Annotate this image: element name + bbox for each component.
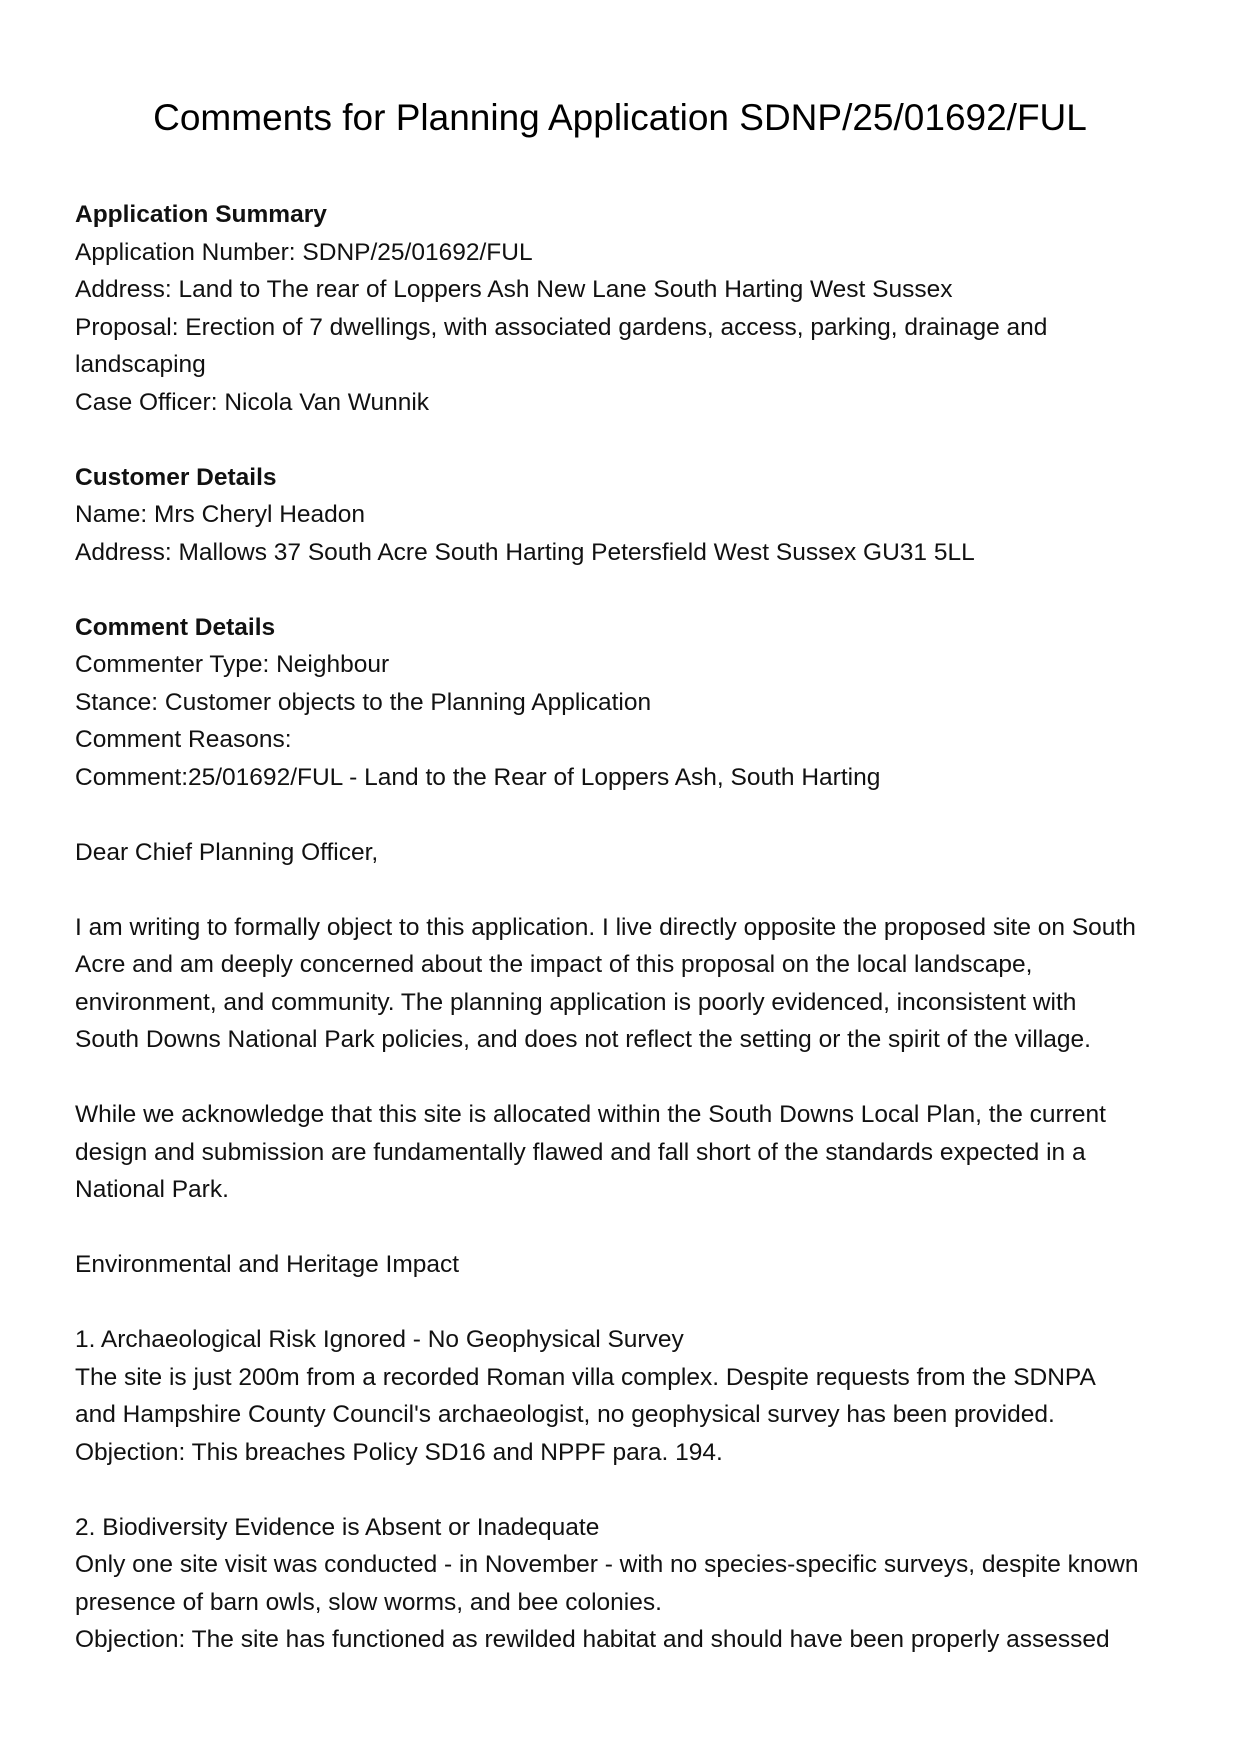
application-number: Application Number: SDNP/25/01692/FUL <box>75 238 533 266</box>
item-title: 2. Biodiversity Evidence is Absent or Inadequate <box>75 1513 600 1541</box>
salutation: Dear Chief Planning Officer, <box>75 838 379 866</box>
item-line: The site is just 200m from a recorded Roman villa complex. Despite requests from the SDNPA <box>75 1363 1096 1391</box>
section-heading: Environmental and Heritage Impact <box>75 1251 460 1278</box>
item-objection: Objection: The site has functioned as rewilded habitat and should have been properly assessed <box>75 1626 1110 1653</box>
paragraph-line: design and submission are fundamentally flawed and fall short of the standards expected in a <box>75 1138 1086 1166</box>
application-proposal-line: landscaping <box>75 351 206 378</box>
paragraph-line: I am writing to formally object to this application. I live directly opposite the proposed site on South <box>75 913 1136 941</box>
application-summary-heading: Application Summary <box>75 201 327 228</box>
comment-details-heading: Comment Details <box>75 613 276 641</box>
comment-reasons: Comment Reasons: <box>75 726 292 753</box>
application-proposal-line: Proposal: Erection of 7 dwellings, with associated gardens, access, parking, drainage and <box>75 313 1048 341</box>
paragraph-line: South Downs National Park policies, and does not reflect the setting or the spirit of the village. <box>75 1026 1091 1053</box>
paragraph-line: While we acknowledge that this site is allocated within the South Downs Local Plan, the current <box>75 1101 1106 1128</box>
paragraph-line: Acre and am deeply concerned about the impact of this proposal on the local landscape, <box>75 951 1033 978</box>
paragraph-line: environment, and community. The planning application is poorly evidenced, inconsistent with <box>75 988 1077 1016</box>
customer-details-heading: Customer Details <box>75 463 277 491</box>
commenter-type: Commenter Type: Neighbour <box>75 651 390 678</box>
application-address: Address: Land to The rear of Loppers Ash New Lane South Harting West Sussex <box>75 276 953 303</box>
stance: Stance: Customer objects to the Planning Application <box>75 688 652 716</box>
customer-name: Name: Mrs Cheryl Headon <box>75 501 366 528</box>
item-title: 1. Archaeological Risk Ignored - No Geophysical Survey <box>75 1326 684 1353</box>
item-objection: Objection: This breaches Policy SD16 and NPPF para. 194. <box>75 1438 723 1466</box>
case-officer: Case Officer: Nicola Van Wunnik <box>75 388 430 416</box>
paragraph-line: National Park. <box>75 1176 229 1203</box>
item-line: presence of barn owls, slow worms, and bee colonies. <box>75 1588 662 1616</box>
item-line: Only one site visit was conducted - in November - with no species-specific surveys, despite known <box>75 1551 1139 1578</box>
item-line: and Hampshire County Council's archaeologist, no geophysical survey has been provided. <box>75 1401 1055 1428</box>
page-title: Comments for Planning Application SDNP/25/01692/FUL <box>153 97 1087 138</box>
document-body <box>75 196 1175 1659</box>
customer-address: Address: Mallows 37 South Acre South Harting Petersfield West Sussex GU31 5LL <box>75 538 975 566</box>
comment-subject: Comment:25/01692/FUL - Land to the Rear of Loppers Ash, South Harting <box>75 763 881 791</box>
